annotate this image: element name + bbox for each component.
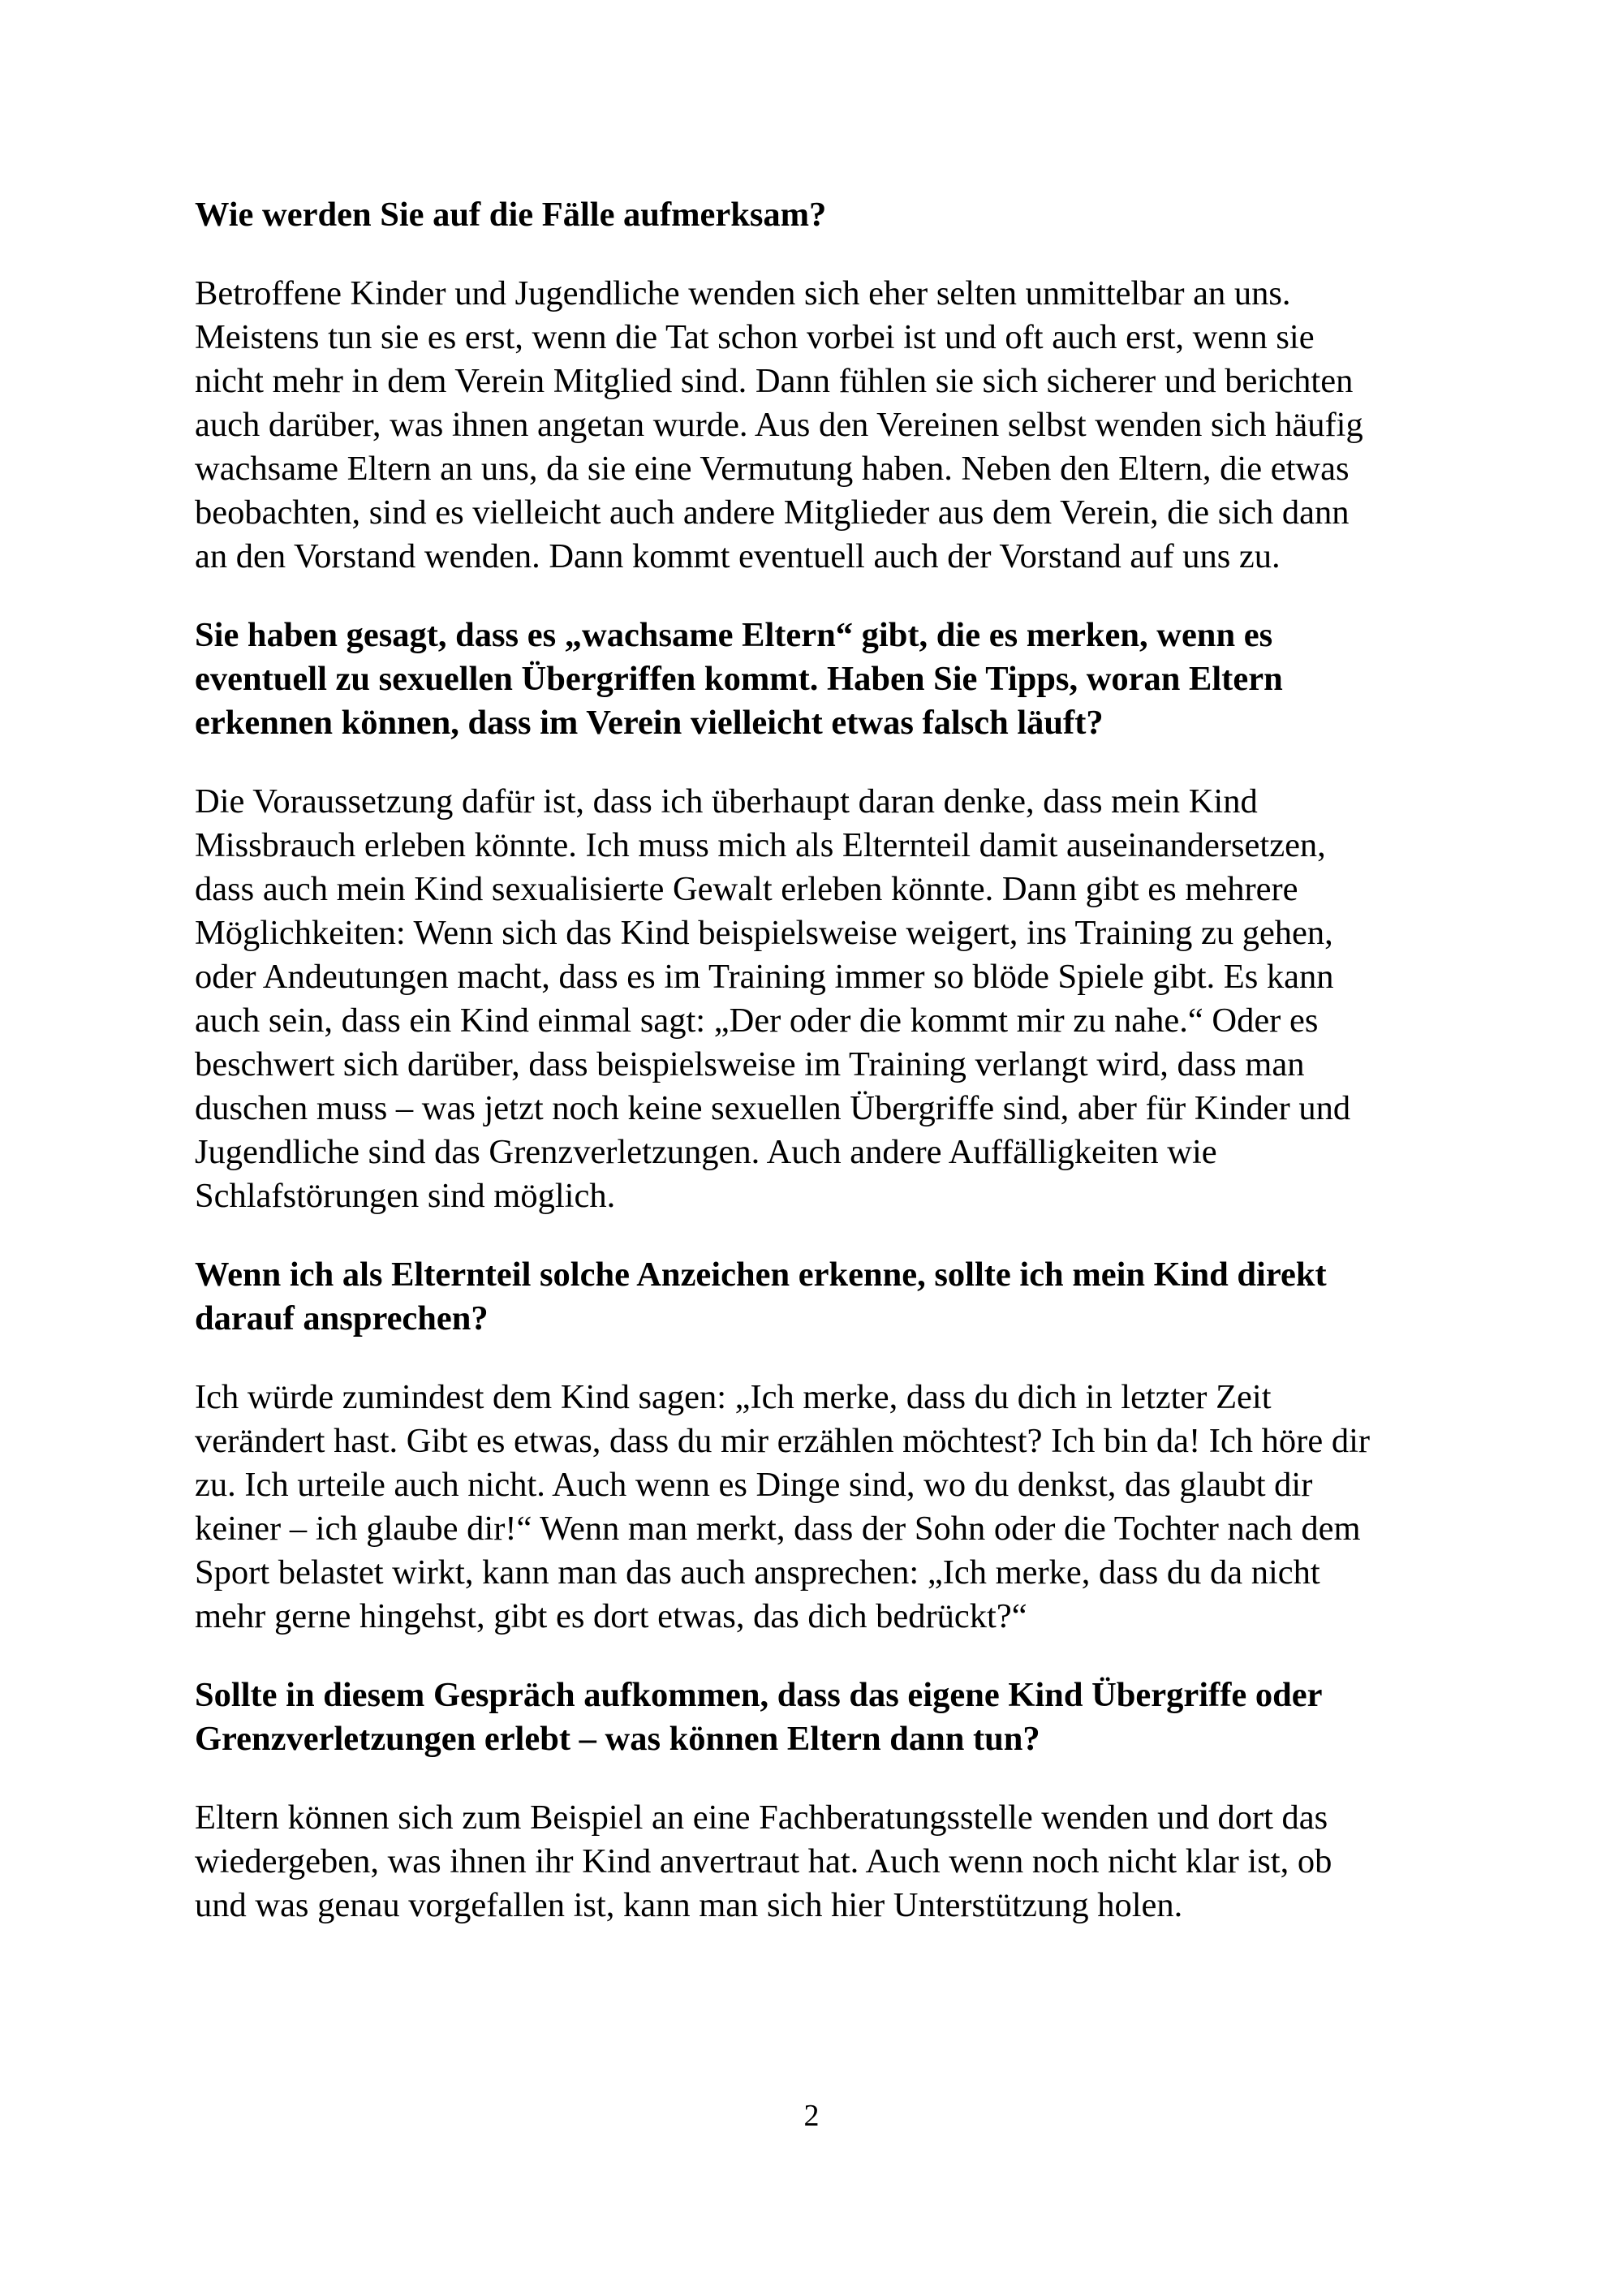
page-content: [195, 193, 1444, 1962]
interview-section-3: [195, 1253, 1444, 1639]
question-heading: Wie werden Sie auf die Fälle aufmerksam?: [195, 196, 827, 234]
answer-paragraph: Eltern können sich zum Beispiel an eine Fachberatungsstelle wenden und dort das wiedergeben, was ihnen ihr Kind anvertraut hat. Auch wenn noch nicht klar ist, ob und was genau vorgefallen ist, kann man sich hier Unterstützung holen.: [195, 1798, 1332, 1924]
interview-section-2: [195, 614, 1444, 1218]
question-heading: Sie haben gesagt, dass es „wachsame Eltern“ gibt, die es merken, wenn es eventuell zu sexuellen Übergriffen kommt. Haben Sie Tipps, woran Eltern erkennen können, dass im Verein vielleicht etwas falsch läuft?: [195, 616, 1283, 742]
question-heading: Wenn ich als Elternteil solche Anzeichen erkenne, sollte ich mein Kind direkt darauf ansprechen?: [195, 1256, 1327, 1338]
page-number: 2: [803, 2099, 820, 2133]
answer-paragraph: Ich würde zumindest dem Kind sagen: „Ich merke, dass du dich in letzter Zeit verändert hast. Gibt es etwas, dass du mir erzählen möchtest? Ich bin da! Ich höre dir zu. Ich urteile auch nicht. Auch wenn es Dinge sind, wo du denkst, das glaubt dir keiner – ich glaube dir!“ Wenn man merkt, dass der Sohn oder die Tochter nach dem Sport belastet wirkt, kann man das auch ansprechen: „Ich merke, dass du da nicht mehr gerne hingehst, gibt es dort etwas, das dich bedrückt?“: [195, 1378, 1371, 1635]
interview-section-1: [195, 193, 1444, 579]
answer-paragraph: Die Voraussetzung dafür ist, dass ich überhaupt daran denke, dass mein Kind Missbrauch erleben könnte. Ich muss mich als Elternteil damit auseinandersetzen, dass auch mein Kind sexualisierte Gewalt erleben könnte. Dann gibt es mehrere Möglichkeiten: Wenn sich das Kind beispielsweise weigert, ins Training zu gehen, oder Andeutungen macht, dass es im Training immer so blöde Spiele gibt. Es kann auch sein, dass ein Kind einmal sagt: „Der oder die kommt mir zu nahe.“ Oder es beschwert sich darüber, dass beispielsweise im Training verlangt wird, dass man duschen muss – was jetzt noch keine sexuellen Übergriffe sind, aber für Kinder und Jugendliche sind das Grenzverletzungen. Auch andere Auffälligkeiten wie Schlafstörungen sind möglich.: [195, 782, 1351, 1215]
question-heading: Sollte in diesem Gespräch aufkommen, dass das eigene Kind Übergriffe oder Grenzverletzungen erlebt – was können Eltern dann tun?: [195, 1676, 1323, 1758]
answer-paragraph: Betroffene Kinder und Jugendliche wenden sich eher selten unmittelbar an uns. Meistens tun sie es erst, wenn die Tat schon vorbei ist und oft auch erst, wenn sie nicht mehr in dem Verein Mitglied sind. Dann fühlen sie sich sicherer und berichten auch darüber, was ihnen angetan wurde. Aus den Vereinen selbst wenden sich häufig wachsame Eltern an uns, da sie eine Vermutung haben. Neben den Eltern, die etwas beobachten, sind es vielleicht auch andere Mitglieder aus dem Verein, die sich dann an den Vorstand wenden. Dann kommt eventuell auch der Vorstand auf uns zu.: [195, 274, 1363, 575]
interview-section-4: [195, 1674, 1444, 1928]
